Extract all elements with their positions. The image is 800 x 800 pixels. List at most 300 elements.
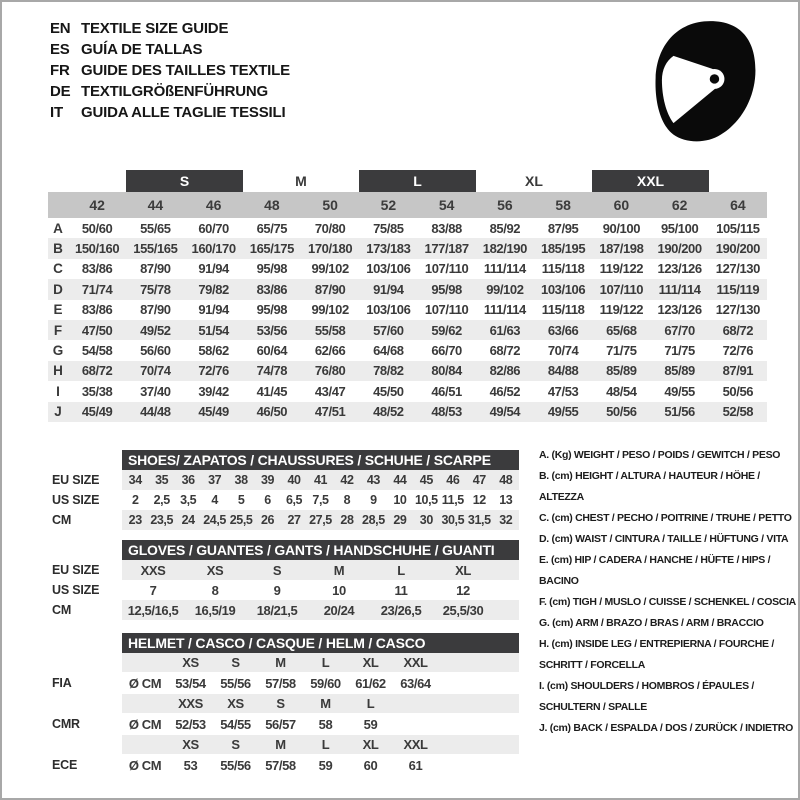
value-cell: 38	[234, 473, 248, 487]
sub-row	[52, 600, 519, 620]
size-cell: L	[366, 696, 375, 711]
size-group-label-m: M	[295, 173, 307, 189]
row-label: J	[54, 404, 62, 420]
value-cell: 3,5	[180, 493, 197, 507]
size-value: 52/58	[722, 404, 754, 420]
language-code: FR	[50, 62, 70, 79]
shoes-table-body	[52, 470, 519, 530]
size-cell: S	[276, 696, 285, 711]
size-number: 50	[322, 197, 338, 213]
helmet-values-row	[52, 713, 519, 735]
sub-row	[52, 580, 519, 600]
size-value: 78/82	[373, 363, 404, 379]
value-cell: 9	[370, 493, 377, 507]
size-value: 84/88	[547, 363, 579, 379]
value-cell: 12	[456, 582, 470, 598]
size-value: 56/60	[140, 343, 171, 359]
size-value: 119/122	[599, 261, 644, 277]
helmet-sizes-row	[52, 653, 519, 672]
textile-row-d	[48, 279, 767, 299]
value-cell: 26	[261, 513, 275, 527]
values-row	[122, 490, 519, 510]
size-number: 52	[380, 197, 397, 213]
value-cell: 9	[273, 582, 281, 598]
value-cell: 30	[419, 513, 433, 527]
value-cell: 23	[128, 513, 142, 527]
legend-item: I. (cm) SHOULDERS / HOMBROS / ÉPAULES / SCHULTERN / SPALLE	[539, 680, 755, 713]
size-value: 72/76	[198, 363, 229, 379]
value-cell: XL	[455, 562, 471, 578]
size-value: 127/130	[715, 261, 760, 277]
row-label: US SIZE	[52, 583, 100, 597]
size-value: 61/63	[489, 322, 521, 338]
size-value: 99/102	[311, 261, 349, 277]
sizes-row	[122, 735, 519, 754]
row-label: EU SIZE	[52, 473, 100, 487]
helmet-table-title: HELMET / CASCO / CASQUE / HELM / CASCO	[122, 633, 519, 653]
size-value: 91/94	[198, 302, 229, 318]
value-cell: 2	[131, 493, 139, 507]
size-value: 87/90	[140, 261, 171, 277]
textile-row-i	[48, 381, 767, 401]
language-row	[50, 102, 290, 123]
size-value: 79/82	[198, 281, 229, 297]
legend-item: H. (cm) INSIDE LEG / ENTREPIERNA / FOURCHE / SCHRITT / FORCELLA	[539, 638, 774, 671]
value-cell: 16,5/19	[194, 602, 236, 618]
size-cell: M	[275, 655, 286, 670]
values-row	[122, 560, 519, 580]
unit-cell: Ø CM	[128, 757, 162, 773]
spacer	[52, 450, 122, 470]
value-cell: 7	[149, 582, 157, 598]
legend-item: G. (cm) ARM / BRAZO / BRAS / ARM / BRACCIO	[539, 617, 764, 629]
size-value: 45/50	[373, 383, 404, 399]
value-cell: 13	[499, 493, 513, 507]
sub-row	[52, 490, 519, 510]
row-label: I	[56, 383, 60, 399]
size-value: 46/50	[256, 404, 288, 420]
textile-table-body	[48, 218, 767, 422]
size-value: 74/78	[256, 363, 288, 379]
size-value: 99/102	[486, 281, 524, 297]
value-cell: 7,5	[312, 493, 329, 507]
size-value: 170/180	[308, 241, 353, 257]
size-value: 63/66	[547, 322, 579, 338]
value-cell: 20/24	[323, 602, 355, 618]
value-cell: 39	[261, 473, 275, 487]
shoes-size-table	[52, 450, 519, 530]
size-value: 115/118	[541, 261, 585, 277]
value-cell: 52/53	[175, 716, 206, 732]
size-cell: M	[320, 696, 331, 711]
size-value: 71/75	[664, 343, 695, 359]
language-title: GUIDA ALLE TAGLIE TESSILI	[81, 104, 286, 121]
row-label: CM	[52, 513, 72, 527]
size-value: 48/52	[373, 404, 404, 420]
size-value: 82/86	[489, 363, 521, 379]
language-row	[50, 81, 290, 102]
value-cell: 55/56	[220, 675, 251, 691]
value-cell: 24	[181, 513, 195, 527]
size-value: 48/53	[431, 404, 462, 420]
value-cell: 8	[343, 493, 351, 507]
shoes-table-title: SHOES/ ZAPATOS / CHAUSSURES / SCHUHE / SCARPE	[122, 450, 519, 470]
size-value: 49/55	[547, 404, 579, 420]
value-cell: 10	[332, 582, 346, 598]
value-cell: 8	[211, 582, 219, 598]
legend-item: A. (Kg) WEIGHT / PESO / POIDS / GEWITCH / PESO	[539, 449, 781, 461]
size-value: 87/91	[722, 363, 754, 379]
value-cell: 34	[128, 473, 142, 487]
value-cell: L	[397, 562, 405, 578]
helmet-size-table	[52, 633, 519, 776]
row-label: F	[53, 322, 63, 338]
size-value: 103/106	[366, 302, 411, 318]
size-value: 50/56	[722, 383, 754, 399]
size-cell: XS	[182, 737, 199, 752]
size-value: 99/102	[311, 302, 349, 318]
language-title: GUIDE DES TAILLES TEXTILE	[81, 62, 290, 79]
size-value: 51/56	[664, 404, 695, 420]
spacer	[52, 653, 122, 672]
value-cell: S	[272, 562, 282, 578]
gloves-table-body	[52, 560, 519, 620]
helmet-values-row	[52, 672, 519, 694]
row-label: A	[53, 220, 63, 236]
textile-row-j	[48, 402, 767, 422]
size-value: 107/110	[424, 261, 469, 277]
row-label: C	[53, 261, 63, 277]
value-cell: 12,5/16,5	[127, 602, 179, 618]
textile-row-f	[48, 320, 767, 340]
value-cell: 11	[394, 582, 408, 598]
unit-cell: Ø CM	[128, 675, 162, 691]
size-number: 54	[438, 197, 455, 213]
value-cell: 57/58	[265, 757, 296, 773]
size-value: 55/58	[314, 322, 346, 338]
textile-row-a	[48, 218, 767, 238]
size-value: 83/88	[431, 220, 462, 236]
sub-row	[52, 560, 519, 580]
legend-item: B. (cm) HEIGHT / ALTURA / HAUTEUR / HÖHE / ALTEZZA	[539, 470, 760, 503]
size-value: 71/75	[606, 343, 637, 359]
textile-row-g	[48, 340, 767, 360]
value-cell: 4	[211, 493, 218, 507]
value-cell: 11,5	[441, 493, 464, 507]
size-value: 91/94	[373, 281, 404, 297]
value-cell: 25,5/30	[442, 602, 484, 618]
size-value: 54/58	[81, 343, 113, 359]
size-value: 75/85	[373, 220, 404, 236]
row-label: US SIZE	[52, 493, 100, 507]
size-value: 155/165	[133, 241, 178, 257]
size-value: 85/92	[489, 220, 521, 236]
value-cell: 23,5	[150, 513, 174, 527]
textile-size-number-row	[48, 192, 767, 218]
size-number: 60	[613, 197, 630, 213]
spacer	[52, 694, 122, 713]
size-cell: S	[231, 737, 240, 752]
size-group-label-xl: XL	[525, 173, 543, 189]
size-value: 68/72	[489, 343, 521, 359]
size-value: 190/200	[715, 241, 760, 257]
size-value: 58/62	[198, 343, 229, 359]
value-cell: 47	[472, 473, 486, 487]
value-cell: 45	[419, 473, 433, 487]
size-value: 123/126	[657, 302, 702, 318]
values-row	[122, 672, 519, 694]
values-row	[122, 470, 519, 490]
language-code: IT	[50, 104, 63, 121]
size-value: 87/90	[314, 281, 346, 297]
size-cell: XXL	[403, 737, 428, 752]
size-value: 59/62	[431, 322, 462, 338]
textile-size-group-row	[68, 170, 767, 192]
legend-item: F. (cm) TIGH / MUSLO / CUISSE / SCHENKEL / COSCIA	[539, 596, 796, 608]
value-cell: 42	[340, 473, 354, 487]
values-row	[122, 754, 519, 776]
size-value: 46/51	[431, 383, 462, 399]
value-cell: 35	[155, 473, 169, 487]
value-cell: 23/26,5	[380, 602, 422, 618]
value-cell: 53	[183, 757, 198, 773]
size-value: 62/66	[314, 343, 346, 359]
language-row	[50, 39, 290, 60]
size-value: 50/60	[81, 220, 113, 236]
size-value: 71/74	[81, 281, 113, 297]
size-value: 60/70	[198, 220, 229, 236]
value-cell: 27	[287, 513, 301, 527]
size-value: 115/119	[716, 281, 760, 297]
value-cell: 59	[363, 716, 378, 732]
value-cell: 18/21,5	[256, 602, 298, 618]
size-group-label-l: L	[359, 170, 476, 192]
value-cell: 10,5	[414, 493, 438, 507]
size-value: 47/51	[314, 404, 346, 420]
size-cell: L	[321, 737, 330, 752]
size-value: 60/64	[256, 343, 288, 359]
size-cell: XS	[182, 655, 199, 670]
size-value: 43/47	[314, 383, 346, 399]
value-cell: 6	[264, 493, 271, 507]
size-value: 47/50	[81, 322, 113, 338]
size-value: 68/72	[81, 363, 113, 379]
size-value: 95/100	[660, 220, 699, 236]
row-label: E	[53, 302, 63, 318]
size-number: 56	[497, 197, 513, 213]
size-value: 53/56	[256, 322, 288, 338]
size-number: 64	[730, 197, 746, 213]
size-value: 65/68	[606, 322, 637, 338]
value-cell: 32	[499, 513, 513, 527]
size-value: 165/175	[249, 241, 294, 257]
size-value: 83/86	[81, 261, 113, 277]
size-value: 72/76	[722, 343, 754, 359]
row-label: CM	[52, 603, 72, 617]
size-value: 190/200	[657, 241, 702, 257]
size-value: 44/48	[140, 404, 171, 420]
size-number: 48	[264, 197, 280, 213]
size-value: 48/54	[606, 383, 637, 399]
value-cell: 61	[408, 757, 423, 773]
value-cell: 54/55	[220, 716, 251, 732]
size-value: 35/38	[81, 383, 113, 399]
row-label-fia: FIA	[52, 676, 72, 690]
size-value: 57/60	[373, 322, 404, 338]
size-group-label-s: S	[126, 170, 243, 192]
size-group-label-xxl: XXL	[592, 170, 709, 192]
textile-row-b	[48, 238, 767, 258]
spacer	[52, 735, 122, 754]
size-value: 45/49	[198, 404, 229, 420]
size-cell: L	[321, 655, 330, 670]
size-value: 85/89	[664, 363, 695, 379]
value-cell: 28	[340, 513, 354, 527]
size-number: 42	[89, 197, 105, 213]
value-cell: 29	[393, 513, 407, 527]
size-value: 111/114	[483, 261, 526, 277]
row-label: B	[53, 241, 63, 257]
row-label-cmr: CMR	[52, 717, 80, 731]
size-value: 70/74	[547, 343, 579, 359]
value-cell: 63/64	[400, 675, 431, 691]
size-value: 83/86	[81, 302, 113, 318]
size-value: 177/187	[424, 241, 469, 257]
sub-row	[52, 510, 519, 530]
size-value: 49/54	[489, 404, 521, 420]
size-value: 83/86	[256, 281, 288, 297]
value-cell: 59	[318, 757, 333, 773]
size-value: 103/106	[541, 281, 586, 297]
size-value: 51/54	[198, 322, 229, 338]
size-value: 187/198	[599, 241, 644, 257]
value-cell: 53/54	[175, 675, 206, 691]
value-cell: 43	[366, 473, 380, 487]
size-value: 87/95	[547, 220, 579, 236]
value-cell: XXS	[140, 562, 166, 578]
size-value: 41/45	[256, 383, 288, 399]
size-cell: XL	[362, 655, 379, 670]
helmet-values-row	[52, 754, 519, 776]
size-value: 46/52	[489, 383, 521, 399]
value-cell: 5	[237, 493, 245, 507]
size-value: 182/190	[482, 241, 527, 257]
sub-row	[52, 470, 519, 490]
size-value: 49/55	[664, 383, 695, 399]
value-cell: 57/58	[265, 675, 296, 691]
value-cell: 41	[313, 473, 328, 487]
size-value: 123/126	[657, 261, 702, 277]
value-cell: XS	[206, 562, 224, 578]
size-value: 95/98	[431, 281, 462, 297]
size-value: 70/80	[314, 220, 346, 236]
size-cell: M	[275, 737, 286, 752]
size-cell: XL	[362, 737, 379, 752]
value-cell: 24,5	[203, 513, 226, 527]
value-cell: 6,5	[285, 493, 303, 507]
values-row	[122, 713, 519, 735]
size-value: 173/183	[366, 241, 411, 257]
value-cell: 2,5	[153, 493, 170, 507]
value-cell: 59/60	[310, 675, 341, 691]
size-number: 62	[671, 197, 688, 213]
size-value: 185/195	[541, 241, 586, 257]
value-cell: 25,5	[229, 513, 253, 527]
size-value: 111/114	[483, 302, 526, 318]
row-label: D	[53, 281, 63, 297]
size-value: 66/70	[431, 343, 462, 359]
textile-row-e	[48, 300, 767, 320]
size-value: 107/110	[424, 302, 469, 318]
language-title: TEXTILE SIZE GUIDE	[81, 20, 229, 37]
legend-item: E. (cm) HIP / CADERA / HANCHE / HÜFTE / HIPS / BACINO	[539, 554, 771, 587]
size-cell: XXS	[178, 696, 203, 711]
size-value: 115/118	[541, 302, 585, 318]
row-label-ece: ECE	[52, 758, 78, 772]
size-value: 90/100	[602, 220, 641, 236]
size-value: 87/90	[140, 302, 171, 318]
size-value: 150/160	[75, 241, 120, 257]
size-number: 46	[205, 197, 222, 213]
row-label: G	[52, 343, 64, 359]
value-cell: 31,5	[467, 513, 491, 527]
gloves-size-table	[52, 540, 519, 620]
size-value: 105/115	[716, 220, 760, 236]
textile-row-h	[48, 361, 767, 381]
spacer	[52, 633, 122, 653]
helmet-table-body	[52, 653, 519, 776]
spacer	[52, 540, 122, 560]
value-cell: 55/56	[220, 757, 251, 773]
size-value: 67/70	[664, 322, 695, 338]
size-value: 103/106	[366, 261, 411, 277]
helmet-icon	[646, 18, 764, 142]
size-value: 95/98	[256, 261, 288, 277]
size-value: 64/68	[373, 343, 404, 359]
values-row	[122, 580, 519, 600]
value-cell: 56/57	[265, 716, 296, 732]
size-value: 68/72	[722, 322, 754, 338]
size-value: 55/65	[140, 220, 171, 236]
size-value: 91/94	[198, 261, 229, 277]
size-cell: S	[231, 655, 240, 670]
language-code: DE	[50, 83, 71, 100]
value-cell: 36	[181, 473, 195, 487]
size-value: 50/56	[606, 404, 637, 420]
row-label: EU SIZE	[52, 563, 100, 577]
value-cell: 46	[446, 473, 460, 487]
size-value: 111/114	[658, 281, 701, 297]
value-cell: 12	[472, 493, 486, 507]
size-value: 127/130	[715, 302, 760, 318]
value-cell: 37	[208, 473, 222, 487]
size-number: 58	[555, 197, 571, 213]
value-cell: 60	[363, 757, 378, 773]
size-value: 119/122	[599, 302, 644, 318]
size-value: 37/40	[140, 383, 171, 399]
textile-row-c	[48, 259, 767, 279]
value-cell: 58	[318, 716, 333, 732]
size-value: 107/110	[599, 281, 644, 297]
value-cell: 40	[287, 473, 301, 487]
size-number: 44	[147, 197, 164, 213]
size-value: 75/78	[140, 281, 171, 297]
gloves-table-title: GLOVES / GUANTES / GANTS / HANDSCHUHE / GUANTI	[122, 540, 519, 560]
language-row	[50, 60, 290, 81]
size-cell: XS	[227, 696, 244, 711]
values-row	[122, 600, 519, 620]
size-value: 47/53	[547, 383, 579, 399]
